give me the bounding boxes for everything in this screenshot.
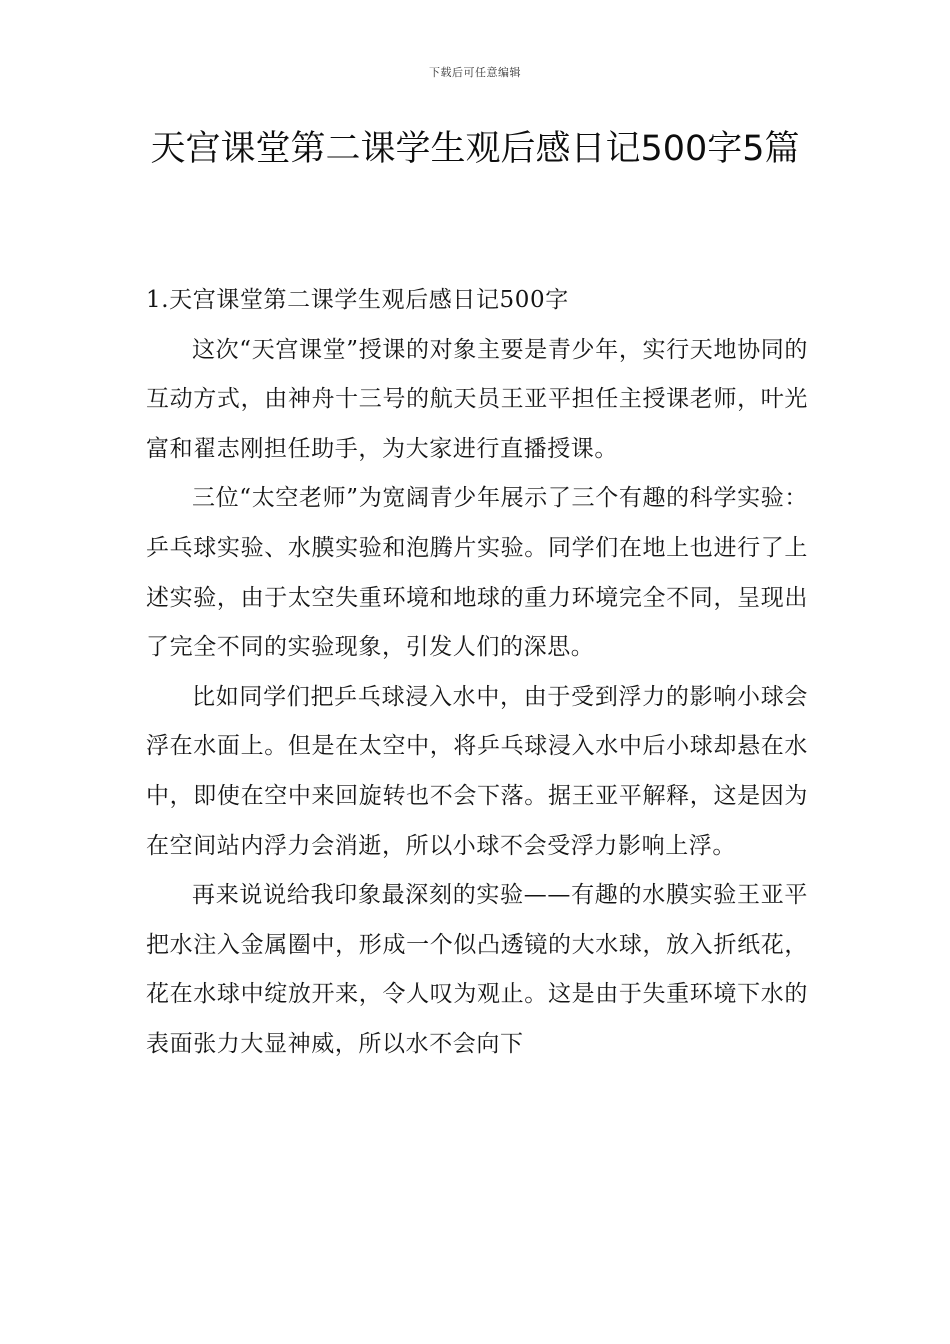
document-title: 天宫课堂第二课学生观后感日记500字5篇 (150, 129, 800, 169)
header-note: 下载后可任意编辑 (429, 66, 521, 79)
paragraph-1: 这次“天宫课堂”授课的对象主要是青少年，实行天地协同的互动方式，由神舟十三号的航天员王亚平担任主授课老师，叶光富和翟志刚担任助手，为大家进行直播授课。 (146, 336, 808, 462)
paragraph-4: 再来说说给我印象最深刻的实验——有趣的水膜实验王亚平把水注入金属圈中，形成一个似凸透镜的大水球，放入折纸花，花在水球中绽放开来，令人叹为观止。这是由于失重环境下水的表面张力大显神威，所以水不会向下 (146, 882, 808, 1057)
paragraph-2: 三位“太空老师”为宽阔青少年展示了三个有趣的科学实验：乒乓球实验、水膜实验和泡腾片实验。同学们在地上也进行了上述实验，由于太空失重环境和地球的重力环境完全不同，呈现出了完全不同的实验现象，引发人们的深思。 (146, 485, 808, 661)
section-heading: 1.天宫课堂第二课学生观后感日记500字 (146, 287, 569, 313)
document-body (146, 276, 808, 1070)
paragraph-3: 比如同学们把乒乓球浸入水中，由于受到浮力的影响小球会浮在水面上。但是在太空中，将乒乓球浸入水中后小球却悬在水中，即使在空中来回旋转也不会下落。据王亚平解释，这是因为在空间站内浮力会消逝，所以小球不会受浮力影响上浮。 (146, 683, 808, 859)
